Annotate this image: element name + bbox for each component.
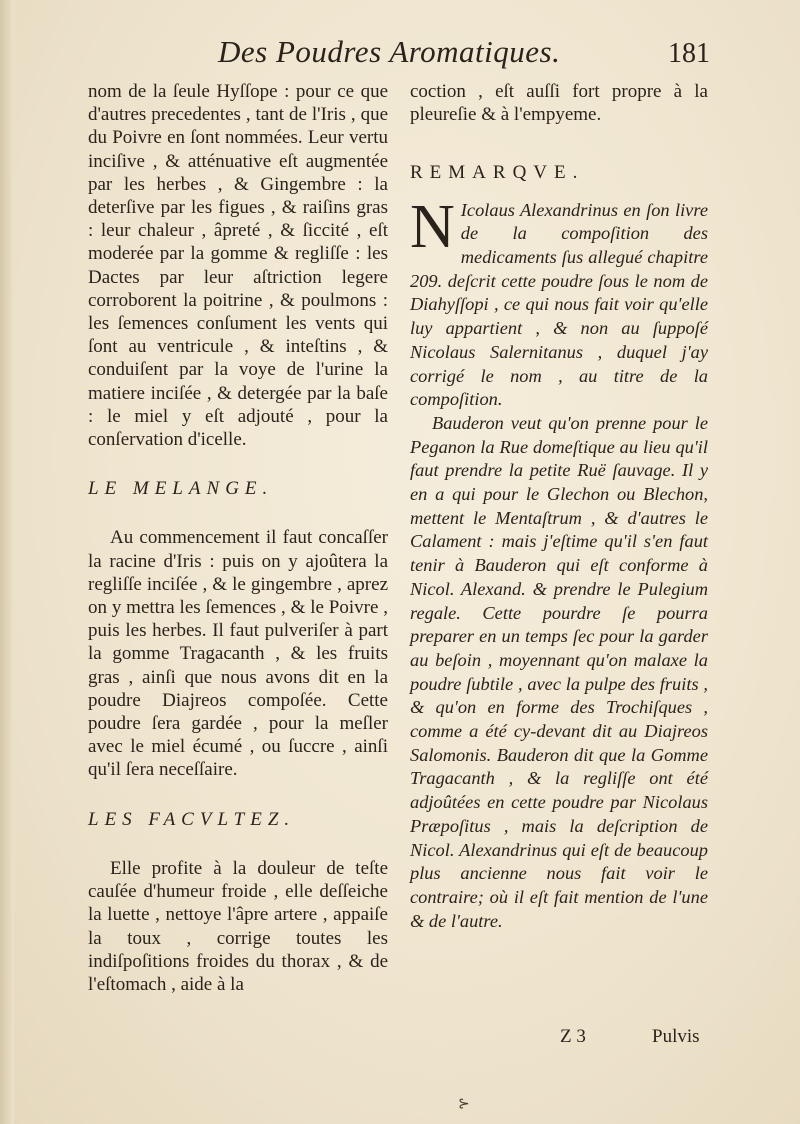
remarque-paragraph-2: Bauderon veut qu'on prenne pour le Peganon la Rue domeſtique au lieu qu'il faut prendre la petite Ruë ſauvage. Il y en a qui pour le Glechon ou Blechon, mettent le Mentaſtrum , & d'autres le Calament : mais j'eſtime qu'il s'en faut tenir à Bauderon qui eſt conforme à Nicol. Alexand. & prendre le Pulegium regale. Cette pourdre ſe pourra preparer en un temps ſec pour la garder au beſoin , moyennant qu'on malaxe la poudre ſubtile , avec la pulpe des fruits , & qu'on en forme des Trochiſques , comme a été cy-devant dit au Diajreos Salomonis. Bauderon dit que la Gomme Tragacanth , & la regliſſe ont été adjoûtées en cette poudre par Nicolaus Præpoſitus , mais la deſcription de Nicol. Alexandrinus qui eſt de beaucoup plus ancienne nous fait voir le contraire; où il eſt fait mention de l'une & de l'autre. (410, 412, 708, 931)
running-title: Des Poudres Aromatiques. (218, 34, 561, 69)
printer-ornament: ⊱ (458, 1097, 470, 1112)
right-column (410, 80, 708, 933)
heading-remarque: REMARQVE. (410, 162, 585, 184)
drop-cap: N (410, 192, 455, 261)
heading-les-facultez: LES FACVLTEZ. (88, 808, 296, 830)
left-paragraph-3: Elle profite à la douleur de teſte cauſée d'humeur froide , elle deſſeiche la luette , nettoye l'âpre artere , appaiſe la toux , corrige toutes les indiſpoſitions froides du thorax , & de l'eſtomach , aide à la (88, 857, 388, 995)
left-paragraph-2: Au commencement il faut concaſſer la racine d'Iris : puis on y ajoûtera la regliſſe inciſée , & le gingembre , aprez on y mettra les ſemences , & le Poivre , puis les herbes. Il faut pulveriſer à part la gomme Tragacanth , & les fruits gras , ainſi que nous avons dit en la poudre Diajreos compoſée. Cette poudre ſera gardée , pour la meſler avec le miel écumé , ou ſuccre , ainſi qu'il ſera neceſſaire. (88, 527, 388, 781)
page-number: 181 (668, 38, 710, 69)
page-binding-edge (0, 0, 14, 1124)
remarque-section (410, 192, 708, 934)
right-continuation: coction , eſt auſſi fort propre à la pleureſie & à l'empyeme. (410, 81, 708, 126)
left-column (88, 80, 388, 996)
left-paragraph-1: nom de la ſeule Hyſſope : pour ce que d'autres precedentes , tant de l'Iris , que du Poivre en ſont nommées. Leur vertu inciſive , & atténuative eſt augmentée par les herbes , & Gingembre : la deterſive par les figues , & raiſins gras : leur chaleur , âpreté , & ſiccité , eſt moderée par la gomme & regliſſe : les Dactes par leur aſtriction legere corroborent la poitrine , & poulmons : les ſemences conſument les vents qui ſont au ventricule , & inteſtins , & conduiſent par la voye de l'urine la matiere inciſée , & detergée par la baſe : le miel y eſt adjouté , pour la conſervation d'icelle. (88, 81, 388, 451)
catchword: Pulvis (652, 1026, 700, 1047)
page-header (0, 30, 800, 80)
page-footer (560, 1026, 720, 1056)
heading-le-melange: LE MELANGE. (88, 478, 274, 500)
remarque-paragraph-1-text: Icolaus Alexandrinus en ſon livre de la compoſition des medicaments ſus allegué chapitre 209. deſcrit cette poudre ſous le nom de Diahyſſopi , ce qui nous fait voir qu'elle luy appartient , & non au ſuppoſé Nicolaus Salernitanus , duquel j'ay corrigé le nom , au titre de la compoſition. (410, 199, 708, 410)
remarque-paragraph-1 (410, 192, 708, 412)
signature-mark: Z 3 (560, 1026, 586, 1047)
